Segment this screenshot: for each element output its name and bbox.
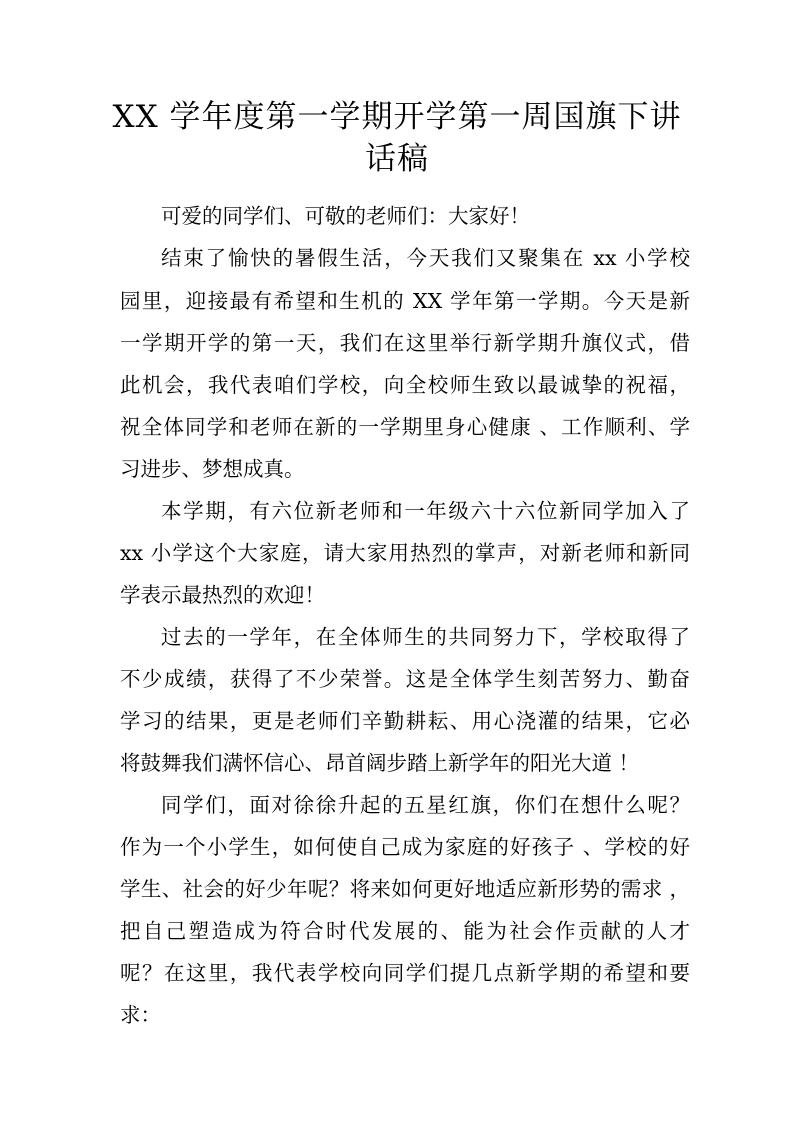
page-title [100, 96, 694, 180]
text-line: xx 小学这个大家庭，请大家用热烈的掌声，对新老师和新同 [120, 541, 690, 565]
text-line: 呢？在这里，我代表学校向同学们提几点新学期的希望和要 [120, 961, 690, 985]
text-line: 把自己塑造成为符合时代发展的、能为社会作贡献的人才 [120, 919, 690, 943]
text-line: 本学期，有六位新老师和一年级六十六位新同学加入了 [161, 499, 690, 523]
title-line-2: 话稿 [365, 141, 429, 177]
text-line: 将鼓舞我们满怀信心、昂首阔步踏上新学年的阳光大道 ！ [120, 751, 640, 775]
title-line-1: XX 学年度第一学期开学第一周国旗下讲 [112, 99, 682, 135]
text-line: 结束了愉快的暑假生活，今天我们又聚集在 xx 小学校 [161, 246, 690, 270]
text-line: 作为一个小学生，如何使自己成为家庭的好孩子 、学校的好 [120, 835, 690, 859]
text-line: 习进步、梦想成真。 [120, 457, 305, 481]
text-line: 求： [120, 1003, 161, 1027]
text-line: 过去的一学年，在全体师生的共同努力下，学校取得了 [161, 625, 690, 649]
text-line: 祝全体同学和老师在新的一学期里身心健康 、工作顺利、学 [120, 415, 690, 439]
text-line: 园里，迎接最有希望和生机的 XX 学年第一学期。今天是新 [120, 289, 690, 313]
text-line: 同学们，面对徐徐升起的五星红旗，你们在想什么呢？ [161, 793, 690, 817]
text-line: 一学期开学的第一天，我们在这里举行新学期升旗仪式，借 [120, 331, 690, 355]
text-line: 学习的结果，更是老师们辛勤耕耘、用心浇灌的结果，它必 [120, 709, 690, 733]
text-line: 学表示最热烈的欢迎！ [120, 583, 325, 607]
text-line: 学生、社会的好少年呢？将来如何更好地适应新形势的需求 ， [120, 877, 690, 901]
text-line: 不少成绩，获得了不少荣誉。这是全体学生刻苦努力、勤奋 [120, 667, 690, 691]
greeting-line: 可爱的同学们、可敬的老师们：大家好！ [161, 204, 530, 228]
text-line: 此机会，我代表咱们学校，向全校师生致以最诚挚的祝福， [120, 373, 690, 397]
